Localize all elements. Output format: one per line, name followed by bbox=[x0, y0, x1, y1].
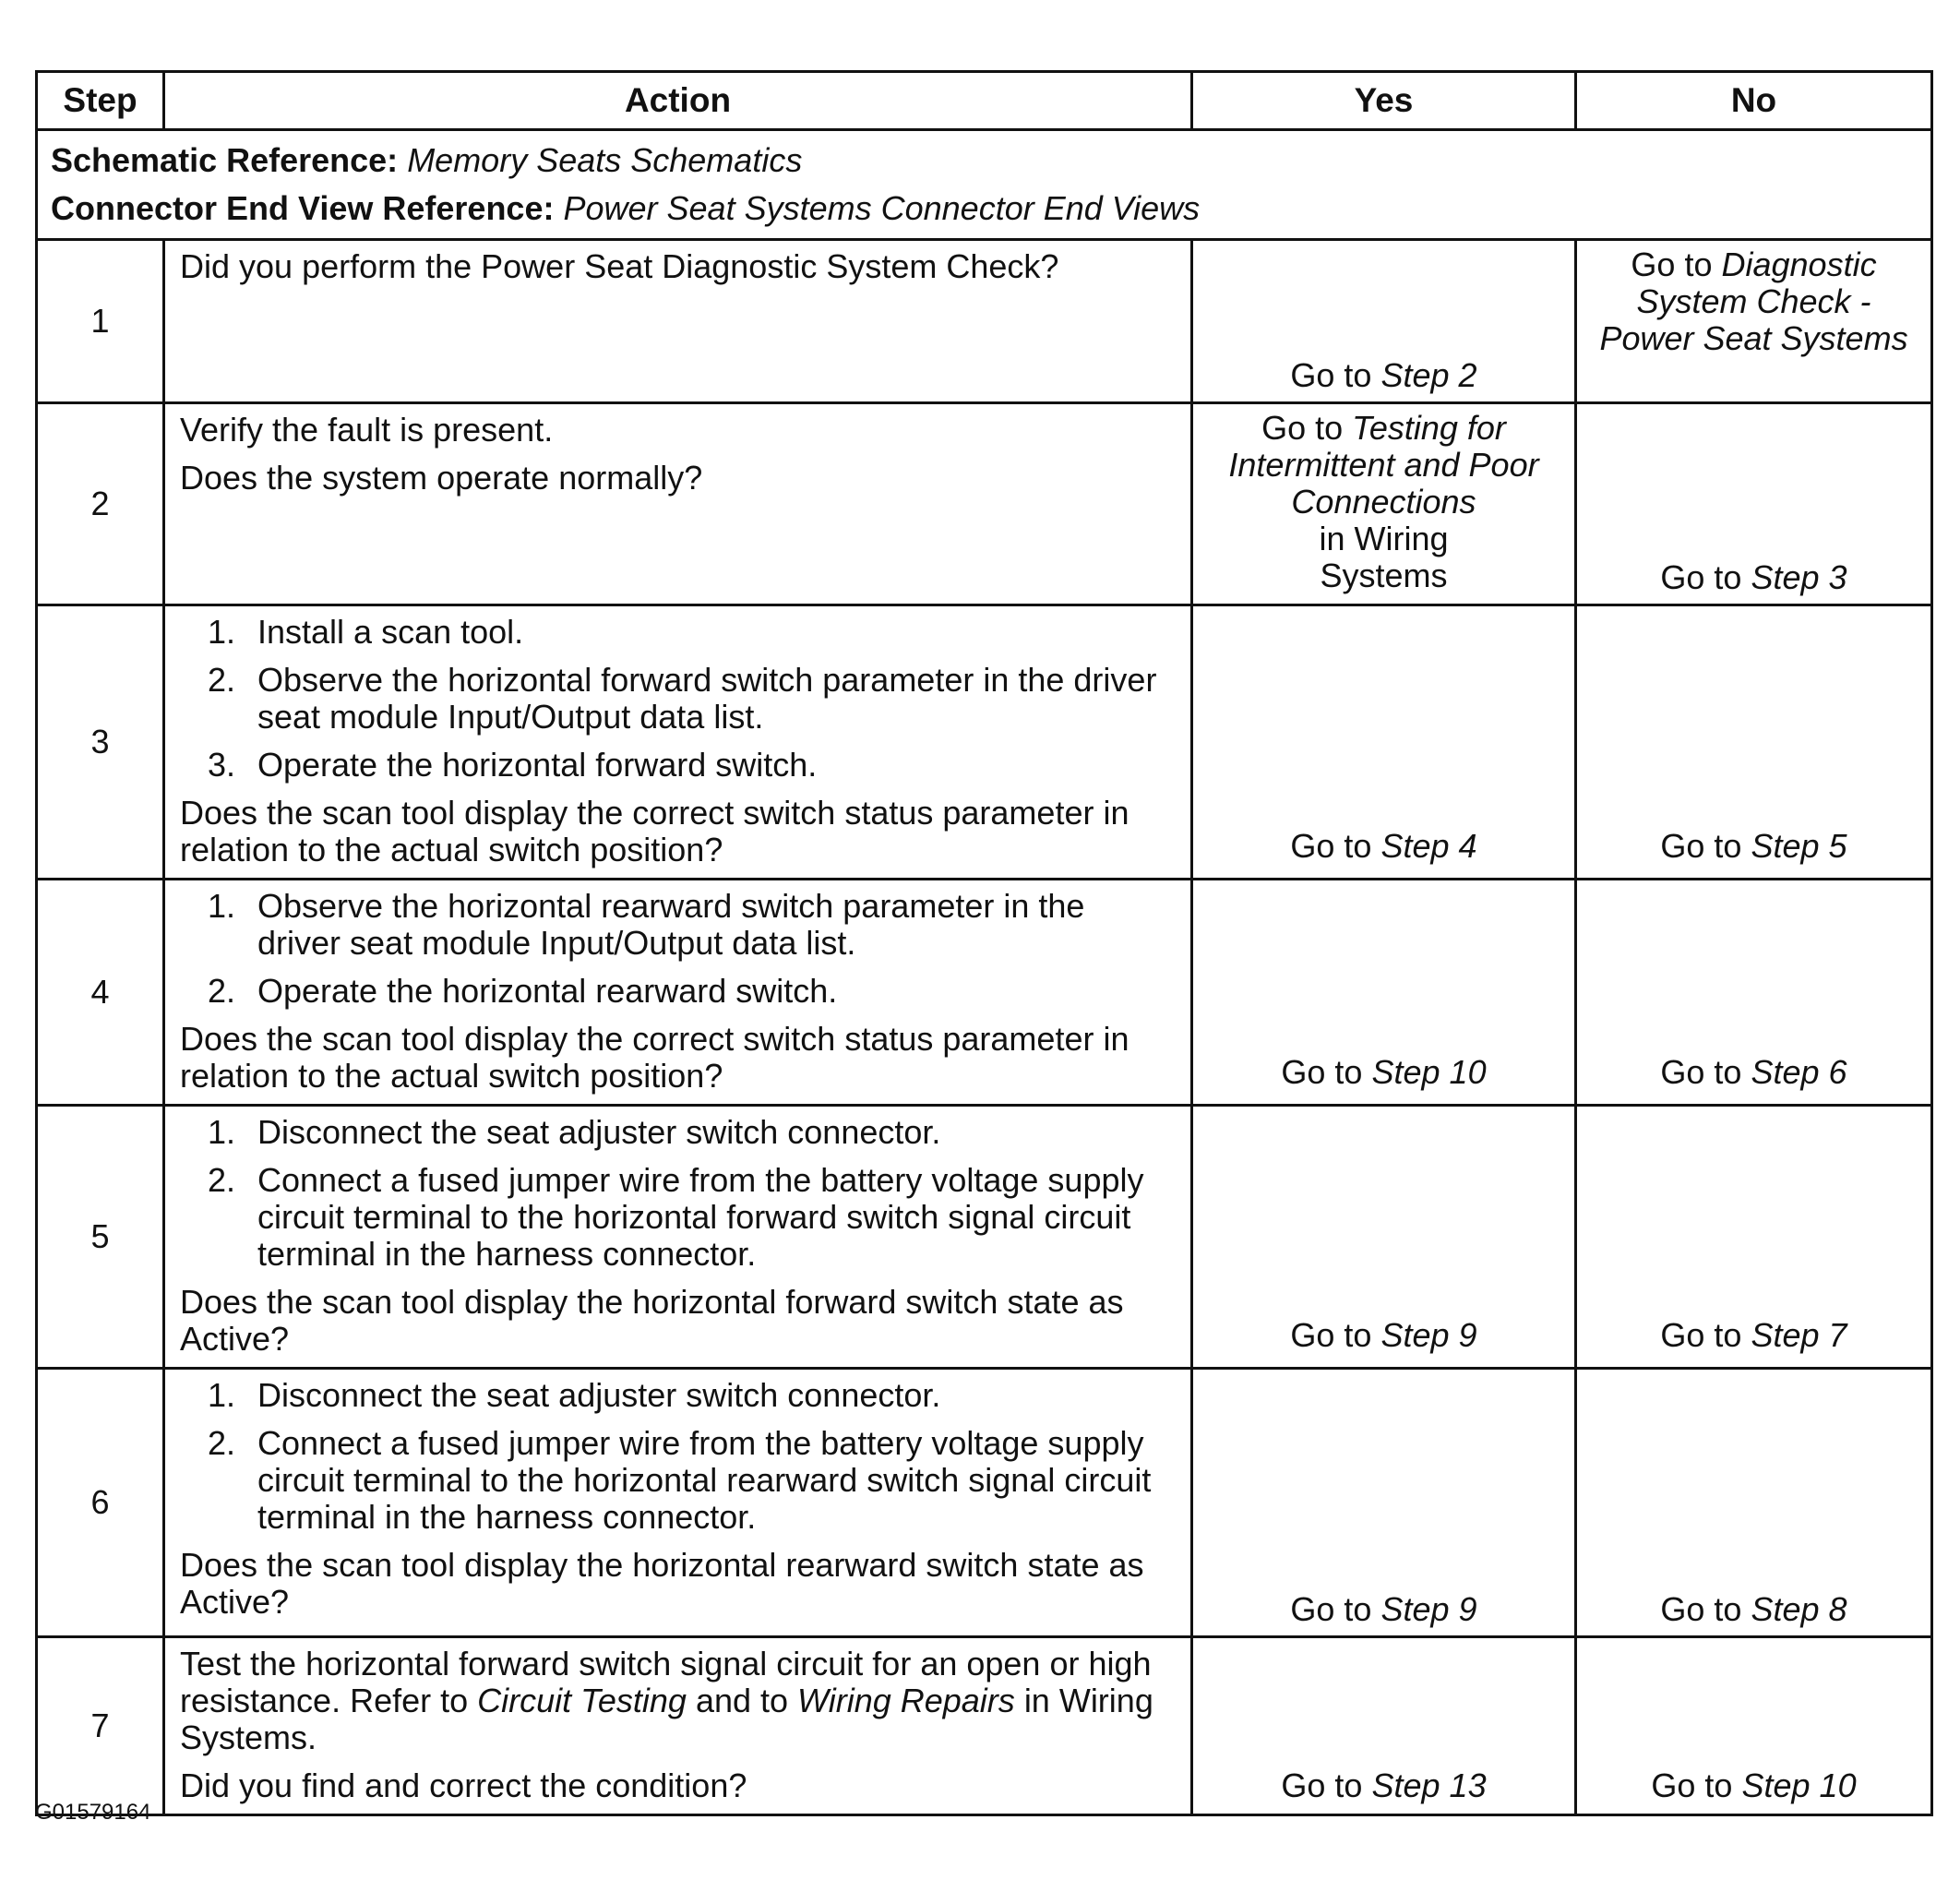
connector-reference-link[interactable]: Power Seat Systems Connector End Views bbox=[563, 189, 1201, 227]
list-item: 2. Connect a fused jumper wire from the battery voltage supply circuit terminal to the horizontal rearward switch signal circuit terminal in the harness connector. bbox=[208, 1424, 1152, 1536]
no-goto-line-1[interactable]: Go to Diagnostic bbox=[1631, 245, 1877, 283]
yes-cell bbox=[1192, 240, 1576, 403]
no-goto[interactable]: Go to Step 3 bbox=[1660, 558, 1847, 596]
no-cell bbox=[1576, 605, 1932, 880]
yes-goto[interactable]: Go to Step 10 bbox=[1281, 1053, 1487, 1091]
no-goto[interactable]: Go to Step 10 bbox=[1651, 1766, 1857, 1804]
action-question: Does the scan tool display the correct switch status parameter in relation to the actual switch position? bbox=[180, 794, 1129, 868]
connector-reference-label: Connector End View Reference: bbox=[51, 189, 555, 227]
list-item: 2. Operate the horizontal rearward switch. bbox=[208, 972, 838, 1010]
header-row bbox=[37, 72, 1932, 130]
no-cell bbox=[1576, 1637, 1932, 1815]
table-row bbox=[37, 403, 1932, 605]
action-question: Does the scan tool display the horizontal rearward switch state as Active? bbox=[180, 1546, 1144, 1621]
yes-goto-line-1[interactable]: Go to Testing for bbox=[1261, 409, 1506, 447]
yes-step-link[interactable]: Step 10 bbox=[1371, 1053, 1487, 1091]
schematic-reference-link[interactable]: Memory Seats Schematics bbox=[407, 141, 803, 179]
no-step-link[interactable]: Step 10 bbox=[1741, 1766, 1857, 1804]
yes-goto-line-3[interactable]: Connections bbox=[1291, 483, 1476, 521]
header-no: No bbox=[1576, 72, 1932, 130]
table-row bbox=[37, 1106, 1932, 1369]
action-cell bbox=[164, 1637, 1192, 1815]
action-instruction: Test the horizontal forward switch signal circuit for an open or high resistance. Refer to Circuit Testing and to Wiring Repairs in Wiring Systems. bbox=[180, 1645, 1153, 1756]
yes-goto[interactable]: Go to Step 9 bbox=[1290, 1316, 1477, 1354]
yes-goto[interactable]: Go to Step 13 bbox=[1281, 1766, 1487, 1804]
reference-row bbox=[37, 130, 1932, 240]
yes-goto-line-4: in Wiring bbox=[1319, 520, 1449, 557]
list-item: 2. Observe the horizontal forward switch parameter in the driver seat module Input/Output data list. bbox=[208, 661, 1157, 736]
no-cell bbox=[1576, 880, 1932, 1106]
step-number: 6 bbox=[37, 1369, 164, 1637]
step-number: 1 bbox=[37, 240, 164, 403]
action-cell bbox=[164, 605, 1192, 880]
no-step-link[interactable]: Step 8 bbox=[1751, 1590, 1847, 1628]
yes-goto[interactable]: Go to Step 9 bbox=[1290, 1590, 1477, 1628]
action-steps bbox=[180, 1377, 1176, 1536]
header-action: Action bbox=[164, 72, 1192, 130]
no-goto[interactable]: Go to Step 7 bbox=[1660, 1316, 1847, 1354]
table-row bbox=[37, 1369, 1932, 1637]
list-item: 1. Disconnect the seat adjuster switch connector. bbox=[208, 1376, 941, 1414]
table-row bbox=[37, 240, 1932, 403]
action-question: Did you find and correct the condition? bbox=[180, 1766, 747, 1804]
no-step-link[interactable]: Step 6 bbox=[1751, 1053, 1847, 1091]
yes-step-link[interactable]: Step 13 bbox=[1371, 1766, 1487, 1804]
wiring-repairs-link[interactable]: Wiring Repairs bbox=[797, 1682, 1015, 1719]
no-step-link[interactable]: Step 3 bbox=[1751, 558, 1847, 596]
list-item: 1. Observe the horizontal rearward switch parameter in the driver seat module Input/Output data list. bbox=[208, 887, 1085, 962]
no-goto[interactable]: Go to Step 6 bbox=[1660, 1053, 1847, 1091]
table-row bbox=[37, 1637, 1932, 1815]
step-number: 4 bbox=[37, 880, 164, 1106]
reference-cell bbox=[37, 130, 1932, 240]
header-step: Step bbox=[37, 72, 164, 130]
schematic-reference bbox=[51, 137, 1918, 185]
schematic-reference-label: Schematic Reference: bbox=[51, 141, 399, 179]
connector-reference bbox=[51, 185, 1918, 233]
action-question: Does the scan tool display the horizontal forward switch state as Active? bbox=[180, 1283, 1124, 1358]
action-question: Did you perform the Power Seat Diagnostic System Check? bbox=[180, 247, 1059, 285]
action-steps bbox=[180, 1114, 1176, 1273]
yes-goto-line-5: Systems bbox=[1320, 557, 1448, 594]
list-item: 1. Disconnect the seat adjuster switch connector. bbox=[208, 1113, 941, 1151]
yes-cell bbox=[1192, 1106, 1576, 1369]
header-yes: Yes bbox=[1192, 72, 1576, 130]
figure-id: G01579164 bbox=[35, 1800, 151, 1825]
yes-step-link[interactable]: Step 4 bbox=[1380, 827, 1477, 865]
no-cell bbox=[1576, 1369, 1932, 1637]
step-number: 2 bbox=[37, 403, 164, 605]
no-cell bbox=[1576, 1106, 1932, 1369]
yes-cell bbox=[1192, 605, 1576, 880]
circuit-testing-link[interactable]: Circuit Testing bbox=[477, 1682, 687, 1719]
yes-goto-line-2[interactable]: Intermittent and Poor bbox=[1228, 446, 1539, 484]
yes-step-link[interactable]: Step 9 bbox=[1380, 1316, 1477, 1354]
table-row bbox=[37, 880, 1932, 1106]
action-cell bbox=[164, 1106, 1192, 1369]
action-steps bbox=[180, 614, 1176, 784]
step-number: 7 bbox=[37, 1637, 164, 1815]
action-steps bbox=[180, 888, 1176, 1010]
diagnostic-table bbox=[35, 70, 1933, 1816]
yes-cell bbox=[1192, 1369, 1576, 1637]
yes-step-link[interactable]: Step 2 bbox=[1380, 356, 1477, 394]
no-cell bbox=[1576, 240, 1932, 403]
yes-step-link[interactable]: Step 9 bbox=[1380, 1590, 1477, 1628]
no-goto-line-2[interactable]: System Check - bbox=[1636, 282, 1871, 320]
yes-cell bbox=[1192, 880, 1576, 1106]
yes-cell bbox=[1192, 1637, 1576, 1815]
action-cell bbox=[164, 403, 1192, 605]
action-cell bbox=[164, 1369, 1192, 1637]
action-cell bbox=[164, 880, 1192, 1106]
list-item: 3. Operate the horizontal forward switch. bbox=[208, 746, 818, 784]
no-goto[interactable]: Go to Step 8 bbox=[1660, 1590, 1847, 1628]
step-number: 3 bbox=[37, 605, 164, 880]
yes-goto[interactable]: Go to Step 2 bbox=[1290, 356, 1477, 394]
table-row bbox=[37, 605, 1932, 880]
no-goto-line-3[interactable]: Power Seat Systems bbox=[1599, 319, 1908, 357]
list-item: 2. Connect a fused jumper wire from the battery voltage supply circuit terminal to the horizontal forward switch signal circuit terminal in the harness connector. bbox=[208, 1161, 1144, 1273]
yes-goto[interactable]: Go to Step 4 bbox=[1290, 827, 1477, 865]
no-step-link[interactable]: Step 5 bbox=[1751, 827, 1847, 865]
step-number: 5 bbox=[37, 1106, 164, 1369]
list-item: 1. Install a scan tool. bbox=[208, 613, 524, 651]
no-goto[interactable]: Go to Step 5 bbox=[1660, 827, 1847, 865]
action-question: Does the system operate normally? bbox=[180, 459, 703, 497]
action-instruction: Verify the fault is present. bbox=[180, 411, 554, 449]
action-cell bbox=[164, 240, 1192, 403]
yes-cell bbox=[1192, 403, 1576, 605]
no-step-link[interactable]: Step 7 bbox=[1751, 1316, 1847, 1354]
no-cell bbox=[1576, 403, 1932, 605]
action-question: Does the scan tool display the correct switch status parameter in relation to the actual switch position? bbox=[180, 1020, 1129, 1095]
